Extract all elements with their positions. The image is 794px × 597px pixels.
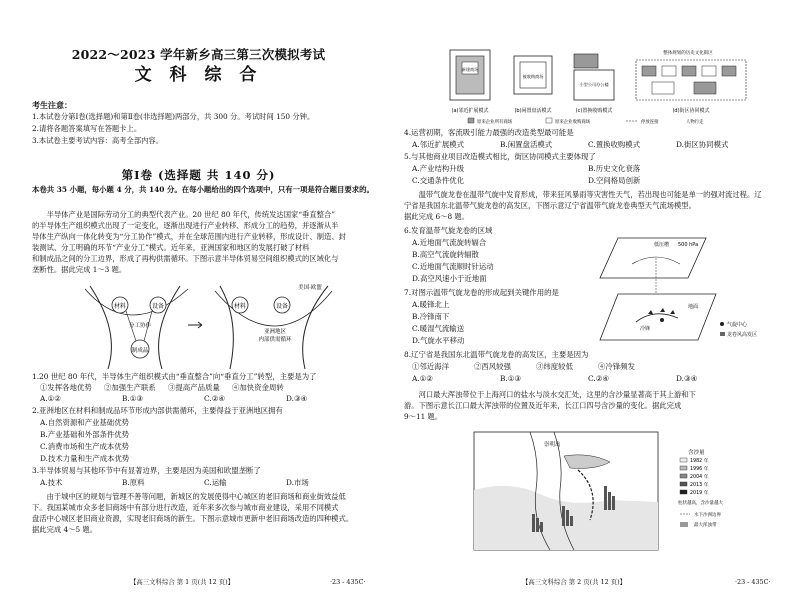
panel-b-caption: (b)闲置盘活模式 bbox=[514, 108, 552, 114]
question-5: 5.与其他商业项目改造模式相比，街区协同模式主要体现了 bbox=[404, 152, 596, 161]
choice: A.①② bbox=[412, 374, 433, 383]
choice: B.冷锋南下 bbox=[412, 312, 450, 321]
label-right-equipment: 设备 bbox=[275, 303, 289, 310]
choice: A.邻近扩展模式 bbox=[412, 140, 465, 149]
legend-year: 1982 年 bbox=[690, 459, 709, 464]
option: ①邻近海洋 bbox=[412, 362, 449, 371]
exam-title: 2022～2023 学年新乡高三第三次模拟考试 bbox=[71, 47, 326, 62]
choice: C.暖湿气流输送 bbox=[412, 324, 465, 333]
panel-a-caption: (a)邻近扩展模式 bbox=[451, 108, 489, 114]
box-label: 小型公司办公楼 bbox=[579, 82, 609, 87]
question-4: 4.运营初期，客流吸引能力最强的改造类型最可能是 bbox=[404, 128, 574, 137]
choice: B.①③ bbox=[122, 394, 144, 403]
option: ④加快资金周转 bbox=[232, 383, 284, 392]
choice: B.产业基础和外部条件优势 bbox=[40, 430, 130, 439]
passage-line: 装测试、分工明确的环节“产业分工”模式。近年来，亚洲国家和地区的发展打破了材料 bbox=[32, 243, 310, 252]
legend-note: 水下沙洲边界 bbox=[694, 513, 721, 518]
mall-renovation-diagram bbox=[448, 48, 768, 126]
box-label: 新建商场 bbox=[461, 67, 479, 72]
label-left-equipment: 设备 bbox=[151, 303, 165, 310]
legend-item: 原来企业所有商场 bbox=[477, 120, 513, 125]
legend-year: 2013 年 bbox=[690, 483, 709, 488]
option: ③提高产品质量 bbox=[168, 383, 220, 392]
label-left-materials: 材料 bbox=[113, 303, 127, 310]
panel-c-caption: (c)置换收购模式 bbox=[575, 108, 613, 114]
passage-line: 9～11 题。 bbox=[404, 412, 443, 421]
question-8: 8.辽宁省是我国东北温带气旋龙卷的高发区，主要是因为 bbox=[404, 350, 589, 359]
option: ①发挥各地优势 bbox=[40, 383, 92, 392]
choice: D.③④ bbox=[286, 394, 308, 403]
option: ②西风较强 bbox=[474, 362, 511, 371]
passage-line: 导体生产纵向一体化转变为“分工协作”模式，并在全球范围内进行产业转移，形成设计、制造、封 bbox=[32, 232, 346, 241]
passage-line: 垄断性。据此完成 1～3 题。 bbox=[32, 265, 127, 274]
question-1: 1.20 世纪 80 年代，半导体生产组织模式由“垂直整合”向“垂直分工”转型，主要是为了 bbox=[32, 372, 317, 381]
label-integrate: 分工协作 bbox=[128, 323, 152, 329]
label-place: 崇明岛 bbox=[544, 442, 561, 448]
passage-line: 游。下图示意长江口最大浑浊带的位置及近年来，长江口四号含沙量的变化。据此完成 bbox=[404, 401, 682, 410]
choice: D.空间格局创新 bbox=[588, 176, 641, 185]
passage-line: 盘活中心城区老旧商业资源，实现老旧商场的新生。下图示意城市更新中老旧商场改造的四种模式。 bbox=[32, 514, 354, 523]
choice: B.①③ bbox=[500, 374, 522, 383]
choice: D.③④ bbox=[676, 374, 698, 383]
option: ④冷锋频发 bbox=[598, 362, 635, 371]
semiconductor-trade-diagram bbox=[70, 281, 340, 371]
passage-line: 半导体产业是国际劳动分工的典型代表产业。20 世纪 80 年代，传统发达国家“垂直整合” bbox=[46, 210, 335, 219]
notice-item: 2.请将各题答案填写在答题卡上。 bbox=[32, 124, 142, 133]
footer-label: 【高三文科综合 第 2 页(共 12 页)】 bbox=[522, 578, 627, 586]
passage-line: 和制成品之间的分工边界，形成了再构供需循环。下图示意半导体贸易空间组织模式的区域化与 bbox=[32, 254, 339, 263]
label-asia: 亚洲地区 bbox=[263, 329, 287, 335]
passage-line: 河口最大浑浊带位于上海河口的盐水与淡水交汇处，这里的含沙量显著高于其上游和下 bbox=[418, 390, 696, 399]
passage-line: 宁省是我国东北温带气旋龙卷的高发区，下图示意辽宁省温带气旋龙卷典型天气流场模型。 bbox=[404, 201, 696, 210]
choice: B.高空气流旋转辐散 bbox=[412, 250, 479, 259]
choice: A.技术 bbox=[40, 478, 63, 487]
choice: B.闲置盘活模式 bbox=[500, 140, 553, 149]
passage-line: 据此完成 6～8 题。 bbox=[404, 212, 470, 221]
footer-code: ·23 - 435C· bbox=[330, 578, 366, 586]
choice: A.自然资源和产业基础优势 bbox=[40, 418, 129, 427]
passage-line: 据此完成 4～5 题。 bbox=[32, 525, 98, 534]
legend-item: 停放连接 bbox=[641, 120, 659, 125]
question-6: 6.发育温带气旋龙卷的区域 bbox=[404, 226, 493, 235]
label-low-trough: 低压槽 bbox=[654, 242, 670, 248]
legend-item: 人物行走 bbox=[686, 120, 704, 125]
label-asia-cycle: 内部供需循环 bbox=[258, 337, 292, 343]
question-3: 3.半导体贸易与其他环节中有显著边界，主要是因为美国和欧盟垄断了 bbox=[32, 466, 261, 475]
option: ③纬度较低 bbox=[536, 362, 573, 371]
panel-d-title: 整体规划的历史文化街区 bbox=[663, 51, 713, 56]
choice: C.置换收购模式 bbox=[588, 140, 641, 149]
footer-code: ·23 - 435C· bbox=[735, 578, 771, 586]
legend-year: 2019 年 bbox=[690, 491, 709, 496]
question-2: 2.亚洲地区在材料和制成品环节形成内部供需循环，主要得益于亚洲地区拥有 bbox=[32, 406, 283, 415]
choice: D.市场 bbox=[286, 478, 309, 487]
choice: A.近地面气流旋转辐合 bbox=[412, 238, 487, 247]
passage-line: 下。我国某城市众多老旧商场中有部分进行改造，近年来多次参与城市商业建设，采用不同模式 bbox=[32, 503, 339, 512]
tornado-flow-model bbox=[596, 228, 776, 352]
box-label: 被收购商场 bbox=[522, 74, 544, 79]
question-7: 7.对图示温带气旋龙卷的形成起到关键作用的是 bbox=[404, 288, 559, 297]
passage-line: 温带气旋龙卷在温带气旋中发育形成，带来狂风暴雨等灾害性天气，若出现也可能是单一的强对流过程。辽 bbox=[418, 190, 762, 199]
choice: B.原料 bbox=[122, 478, 145, 487]
choice: D.技术力量和生产成本优势 bbox=[40, 454, 130, 463]
choice: D.高空风速小于近地面 bbox=[412, 274, 487, 283]
label-right-materials: 材料 bbox=[233, 303, 247, 310]
choice: A.产业结构升级 bbox=[412, 164, 465, 173]
notice-heading: 考生注意： bbox=[32, 100, 72, 110]
legend-note: 柱状越高，含沙量越大 bbox=[678, 501, 723, 506]
passage-line: 由于城中区的规划与管理不善等问题，新城区的发展使得中心城区的老旧商场和商业街效益低 bbox=[46, 492, 346, 501]
choice: C.消费市场和生产成本优势 bbox=[40, 442, 130, 451]
notice-item: 3.本试卷主要考试内容：高考全部内容。 bbox=[32, 136, 164, 145]
part-heading: 第Ⅰ卷 (选择题 共 140 分) bbox=[121, 168, 276, 182]
label-us-europe: 美国·欧盟 bbox=[298, 285, 322, 291]
choice: B.历史文化衰落 bbox=[588, 164, 641, 173]
footer-label: 【高三文科综合 第 1 页(共 12 页)】 bbox=[130, 578, 235, 586]
legend-year: 1996 年 bbox=[690, 467, 709, 472]
label-pressure: 500 hPa bbox=[678, 242, 699, 248]
choice: D.气旋水平移动 bbox=[412, 336, 465, 345]
notice-item: 1.本试卷分第Ⅰ卷(选择题)和第Ⅱ卷(非选择题)两部分，共 300 分。考试时间 150 分钟。 bbox=[32, 112, 315, 121]
passage-line: 的半导体生产组织模式出现了一定变化，逐渐出现进行产业转移、形成分工的趋势，并逐渐从半 bbox=[32, 221, 339, 230]
legend-item: 原来企业收购商场 bbox=[555, 120, 591, 125]
yangtze-estuary-map bbox=[470, 430, 770, 552]
choice: A.①② bbox=[40, 394, 61, 403]
choice: C.②④ bbox=[588, 374, 609, 383]
legend-center: 气旋中心 bbox=[727, 322, 748, 328]
part-intro: 本卷共 35 小题，每小题 4 分，共 140 分。在每小题给出的四个选项中，只有一项是符合题目要求的。 bbox=[32, 185, 374, 194]
label-front: 冷锋 bbox=[640, 326, 651, 332]
option: ②加强生产联系 bbox=[104, 383, 156, 392]
choice: C.交通条件优化 bbox=[412, 176, 465, 185]
choice: C.②④ bbox=[204, 394, 225, 403]
choice: D.街区协同模式 bbox=[676, 140, 729, 149]
subject-title: 文 科 综 合 bbox=[134, 65, 263, 85]
legend-title: 含沙量 bbox=[688, 450, 705, 456]
panel-d-caption: (d)街区协同模式 bbox=[672, 108, 710, 114]
choice: C.运输 bbox=[204, 478, 227, 487]
legend-tornado: 龙卷风高发区 bbox=[727, 332, 758, 338]
legend-note: 最大浑浊带 bbox=[694, 523, 717, 528]
choice: A.暖锋北上 bbox=[412, 300, 450, 309]
legend-year: 2004 年 bbox=[690, 475, 709, 480]
label-ground: 地面 bbox=[688, 304, 699, 310]
label-manufacturing: 制成品 bbox=[131, 348, 149, 354]
choice: C.近地面气流顺时针运动 bbox=[412, 262, 494, 271]
